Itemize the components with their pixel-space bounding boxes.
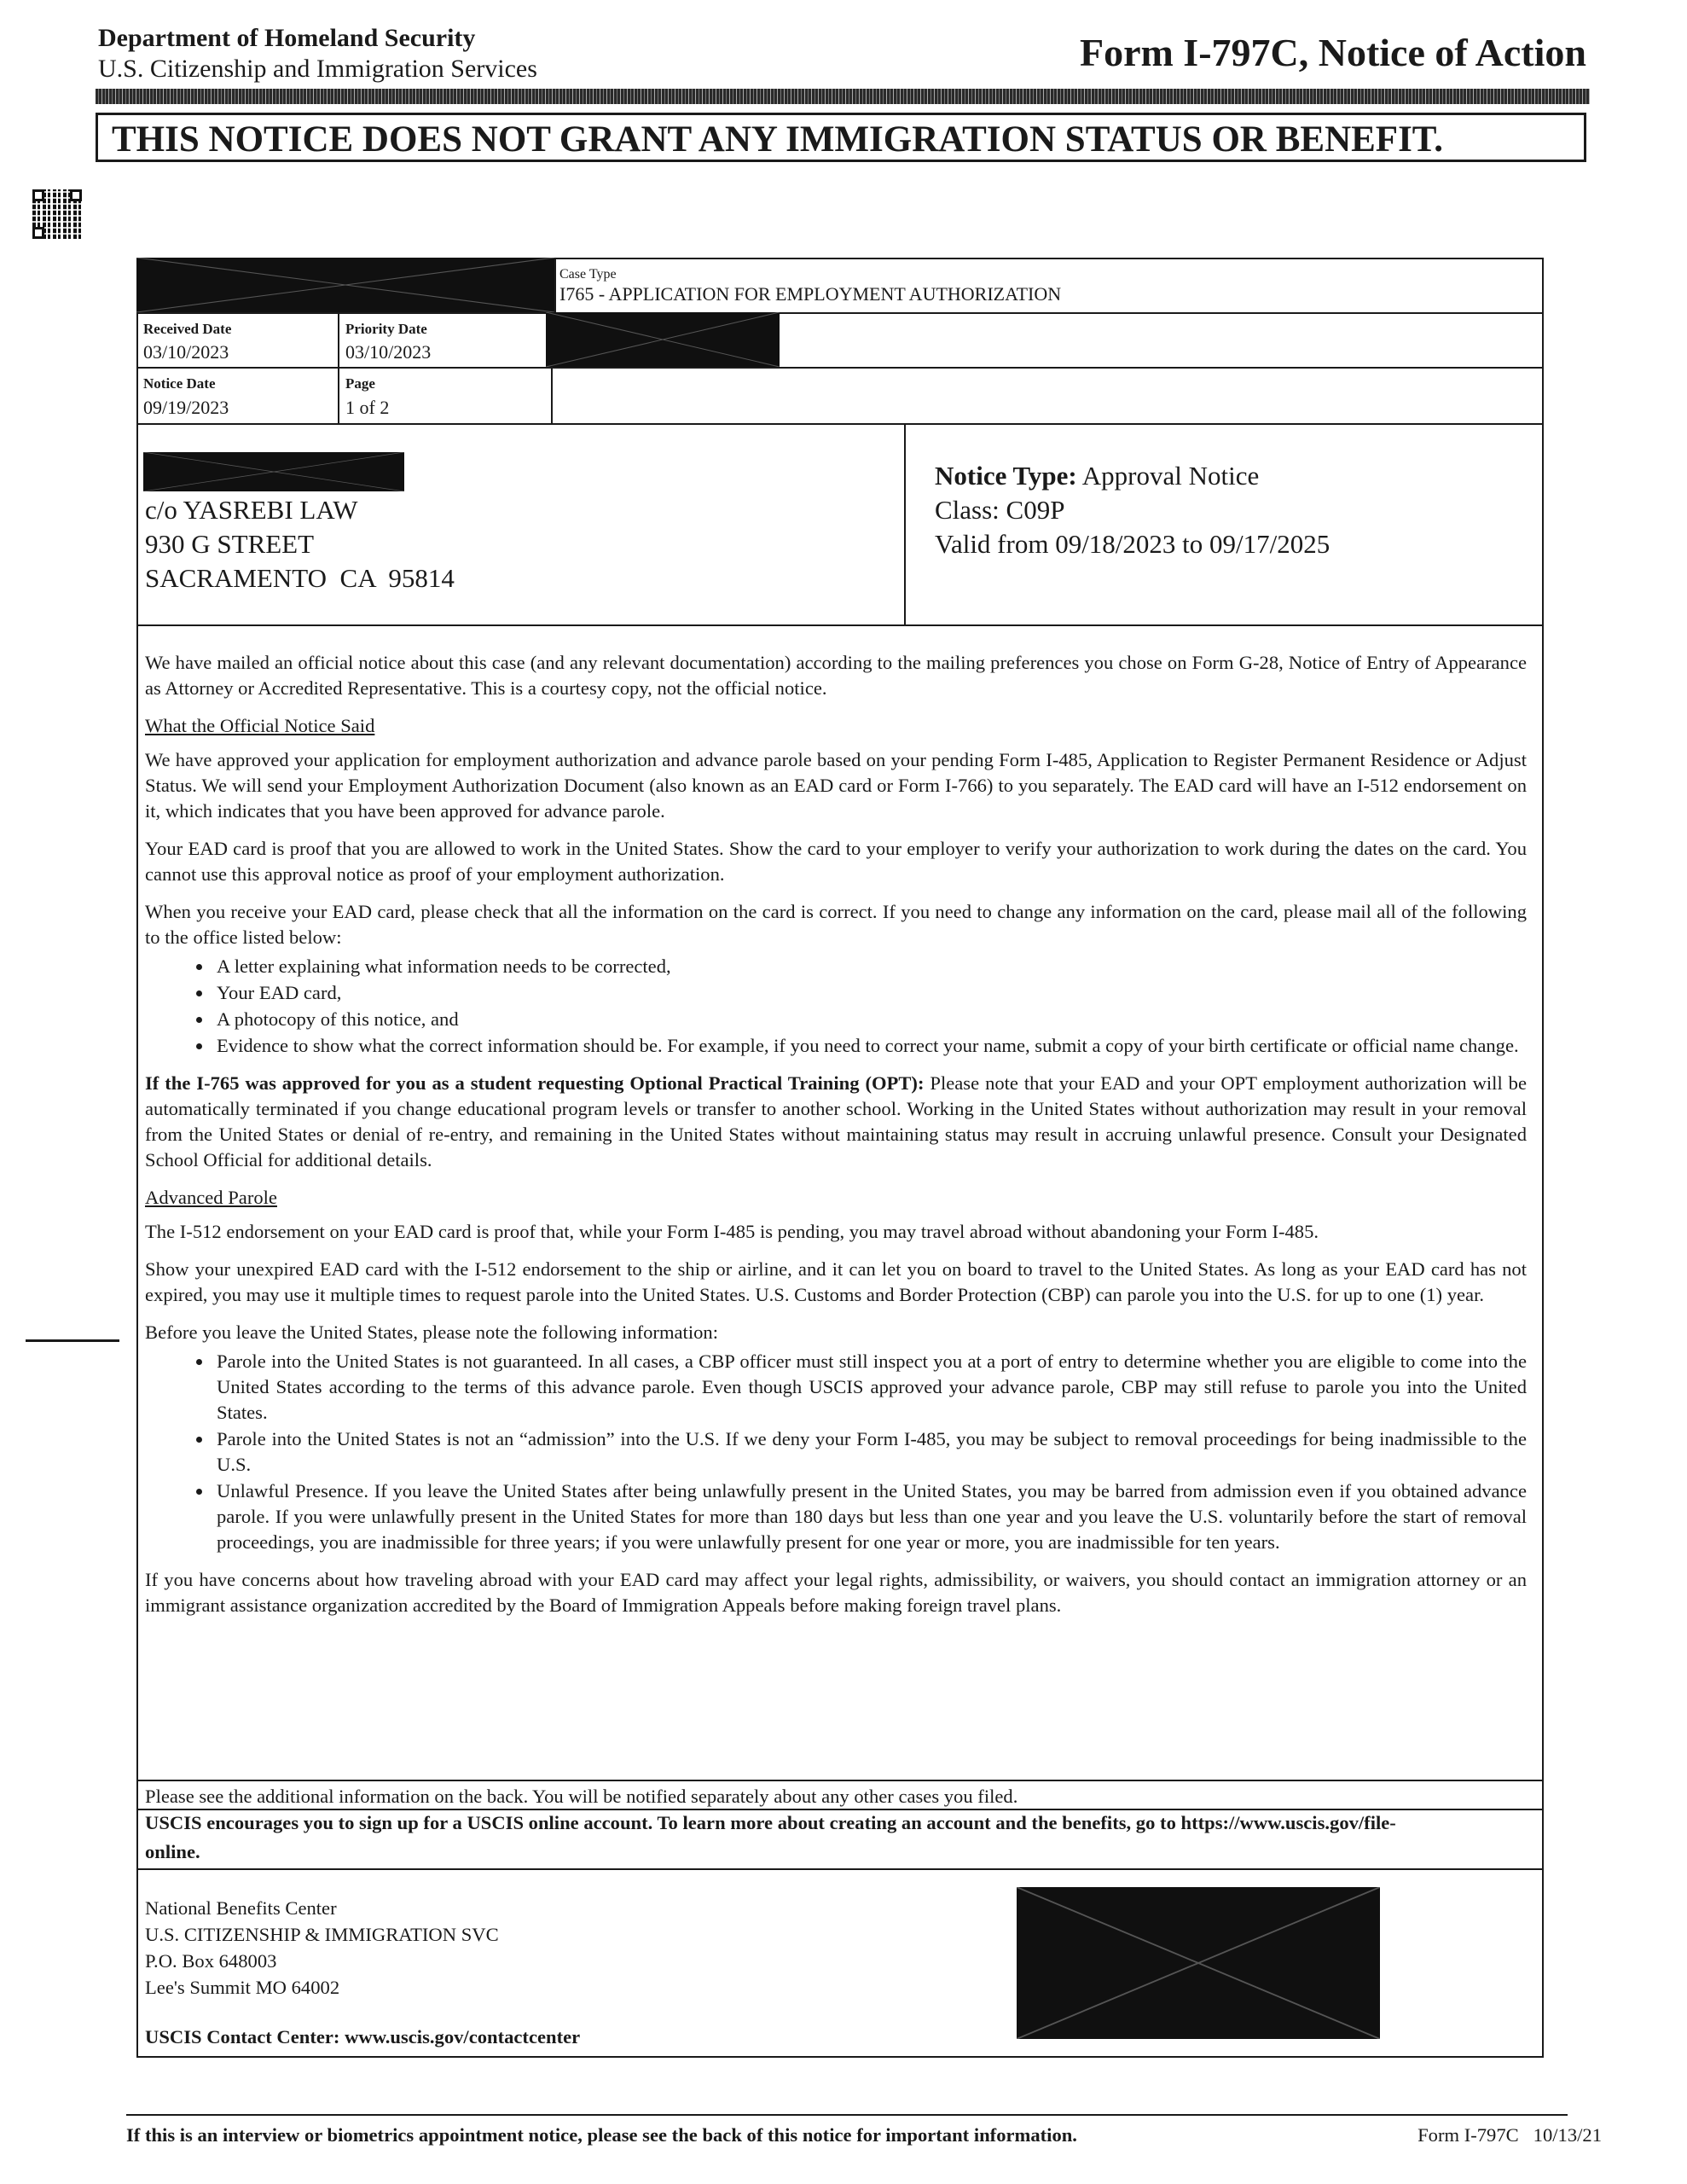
redacted-signature-block — [1017, 1887, 1380, 2039]
i512-paragraph: The I-512 endorsement on your EAD card is proof that, while your Form I-485 is pending, you may travel abroad without abandoning your Form I-485. — [145, 1221, 1319, 1242]
address-line-1: c/o YASREBI LAW — [145, 495, 358, 525]
list-item: • Your EAD card, — [213, 980, 1527, 1006]
legal-advice-paragraph: If you have concerns about how traveling abroad with your EAD card may affect your legal rights, admissibility, or waivers, you should contact an immigration attorney or an immigrant assistance organization accredited by the Board of Immigration Appeals before making foreign travel plans. — [145, 1569, 1527, 1616]
page-label: Page — [345, 375, 375, 392]
form-revision: Form I-797C 10/13/21 — [1417, 2124, 1602, 2146]
opt-paragraph — [145, 1071, 1527, 1173]
list-item: • Unlawful Presence. If you leave the United States after being unlawfully present in the United States, you may be barred from admission even if you obtained advance parole. If you were unlawfully present in the United States for more than 180 days but less than one year and you leave the U.S. voluntarily before the start of removal proceedings, you are inadmissible for three years; if you were unlawfully present for one year or more, you are inadmissible for ten years. — [213, 1478, 1527, 1555]
courtesy-copy-paragraph: We have mailed an official notice about this case (and any relevant documentation) according to the mailing preferences you chose on Form G-28, Notice of Entry of Appearance as Attorney or Accredited Representative. This is a courtesy copy, not the official notice. — [145, 652, 1527, 699]
notice-type — [935, 459, 1259, 493]
section-heading-official-notice: What the Official Notice Said — [145, 715, 375, 736]
agency-name: U.S. Citizenship and Immigration Services — [98, 55, 537, 83]
address-line-3: SACRAMENTO CA 95814 — [145, 563, 455, 593]
form-title: Form I-797C, Notice of Action — [1079, 31, 1586, 74]
list-item: • Parole into the United States is not guaranteed. In all cases, a CBP officer must still inspect you at a port of entry to determine whether you are eligible to come into the United States according to the terms of this advance parole. Even though USCIS approved your advance parole, CBP may still refuse to parole you into the United States. — [213, 1349, 1527, 1426]
redacted-beneficiary — [546, 312, 780, 367]
before-leaving-paragraph: Before you leave the United States, please note the following information: — [145, 1321, 718, 1343]
department-name: Department of Homeland Security — [98, 24, 476, 52]
opt-paragraph-lead: If the I-765 was approved for you as a student requesting Optional Practical Training (OPT): — [145, 1072, 925, 1094]
case-type-label: Case Type — [559, 267, 617, 282]
page-value: 1 of 2 — [345, 397, 390, 418]
office-line-4: Lee's Summit MO 64002 — [145, 1977, 340, 1998]
case-type-value: I765 - APPLICATION FOR EMPLOYMENT AUTHORIZATION — [559, 283, 1062, 305]
correction-items-list — [145, 954, 1527, 1059]
notice-date-label: Notice Date — [143, 375, 216, 392]
redacted-recipient-name — [143, 452, 404, 491]
margin-mark — [26, 1339, 119, 1342]
opt-paragraph-text: Please note that your EAD and your OPT employment authorization will be automatically terminated if you change educational program levels or transfer to another school. Working in the United States without authorization may result in your removal from the United States or denial of re-entry, and remaining in the United States without maintaining status may result in accruing unlawful presence. Consult your Designated School Official for additional details. — [145, 1072, 1527, 1170]
barcode-icon — [32, 189, 82, 239]
office-line-2: U.S. CITIZENSHIP & IMMIGRATION SVC — [145, 1924, 499, 1945]
address-line-2: 930 G STREET — [145, 529, 315, 559]
travel-paragraph: Show your unexpired EAD card with the I-512 endorsement to the ship or airline, and it can let you on board to travel to the United States. As long as your EAD card has not expired, you may use it multiple times to request parole into the United States. U.S. Customs and Border Protection (CBP) can parole you into the U.S. for up to one (1) year. — [145, 1258, 1527, 1305]
list-item: • A letter explaining what information needs to be corrected, — [213, 954, 1527, 979]
header-hatch-bar — [96, 89, 1590, 104]
received-date-label: Received Date — [143, 321, 232, 337]
redacted-receipt-number — [136, 258, 554, 312]
list-item: • Evidence to show what the correct information should be. For example, if you need to correct your name, submit a copy of your birth certificate or official name change. — [213, 1033, 1527, 1059]
footer-note: If this is an interview or biometrics appointment notice, please see the back of this notice for important information. — [126, 2124, 1077, 2146]
notice-class: Class: C09P — [935, 495, 1065, 525]
list-item: • A photocopy of this notice, and — [213, 1007, 1527, 1032]
notice-body — [145, 650, 1527, 1630]
back-page-note: Please see the additional information on the back. You will be notified separately about any other cases you filed. — [145, 1786, 1018, 1807]
footer-rule — [126, 2114, 1568, 2116]
correction-instructions-paragraph: When you receive your EAD card, please check that all the information on the card is correct. If you need to change any information on the card, please mail all of the following to the office listed below: — [145, 901, 1527, 948]
notice-date-value: 09/19/2023 — [143, 397, 229, 418]
priority-date-label: Priority Date — [345, 321, 427, 337]
notice-validity: Valid from 09/18/2023 to 09/17/2025 — [935, 529, 1330, 559]
office-address — [145, 1895, 499, 2001]
contact-center: USCIS Contact Center: www.uscis.gov/contactcenter — [145, 2026, 581, 2048]
received-date-value: 03/10/2023 — [143, 341, 229, 363]
notice-type-value: Approval Notice — [1081, 461, 1260, 491]
ead-proof-paragraph: Your EAD card is proof that you are allowed to work in the United States. Show the card to your employer to verify your authorization to work during the dates on the card. You cannot use this approval notice as proof of your employment authorization. — [145, 838, 1527, 885]
approval-paragraph: We have approved your application for employment authorization and advance parole based on your pending Form I-485, Application to Register Permanent Residence or Adjust Status. We will send your Employment Authorization Document (also known as an EAD card or Form I-766) to you separately. The EAD card will have an I-512 endorsement on it, which indicates that you have been approved for advance parole. — [145, 749, 1527, 822]
notice-type-label: Notice Type: — [935, 461, 1077, 491]
list-item: • Parole into the United States is not an “admission” into the U.S. If we deny your Form I-485, you may be subject to removal proceedings for being inadmissible to the U.S. — [213, 1426, 1527, 1478]
status-banner: THIS NOTICE DOES NOT GRANT ANY IMMIGRATION STATUS OR BENEFIT. — [96, 113, 1586, 162]
priority-date-value: 03/10/2023 — [345, 341, 432, 363]
office-line-3: P.O. Box 648003 — [145, 1950, 277, 1972]
travel-warnings-list — [145, 1349, 1527, 1555]
office-line-1: National Benefits Center — [145, 1897, 337, 1919]
section-heading-advanced-parole: Advanced Parole — [145, 1187, 277, 1208]
online-account-notice: USCIS encourages you to sign up for a USCIS online account. To learn more about creating an account and the benefits, go to https://www.uscis.gov/file-online. — [145, 1812, 1396, 1862]
